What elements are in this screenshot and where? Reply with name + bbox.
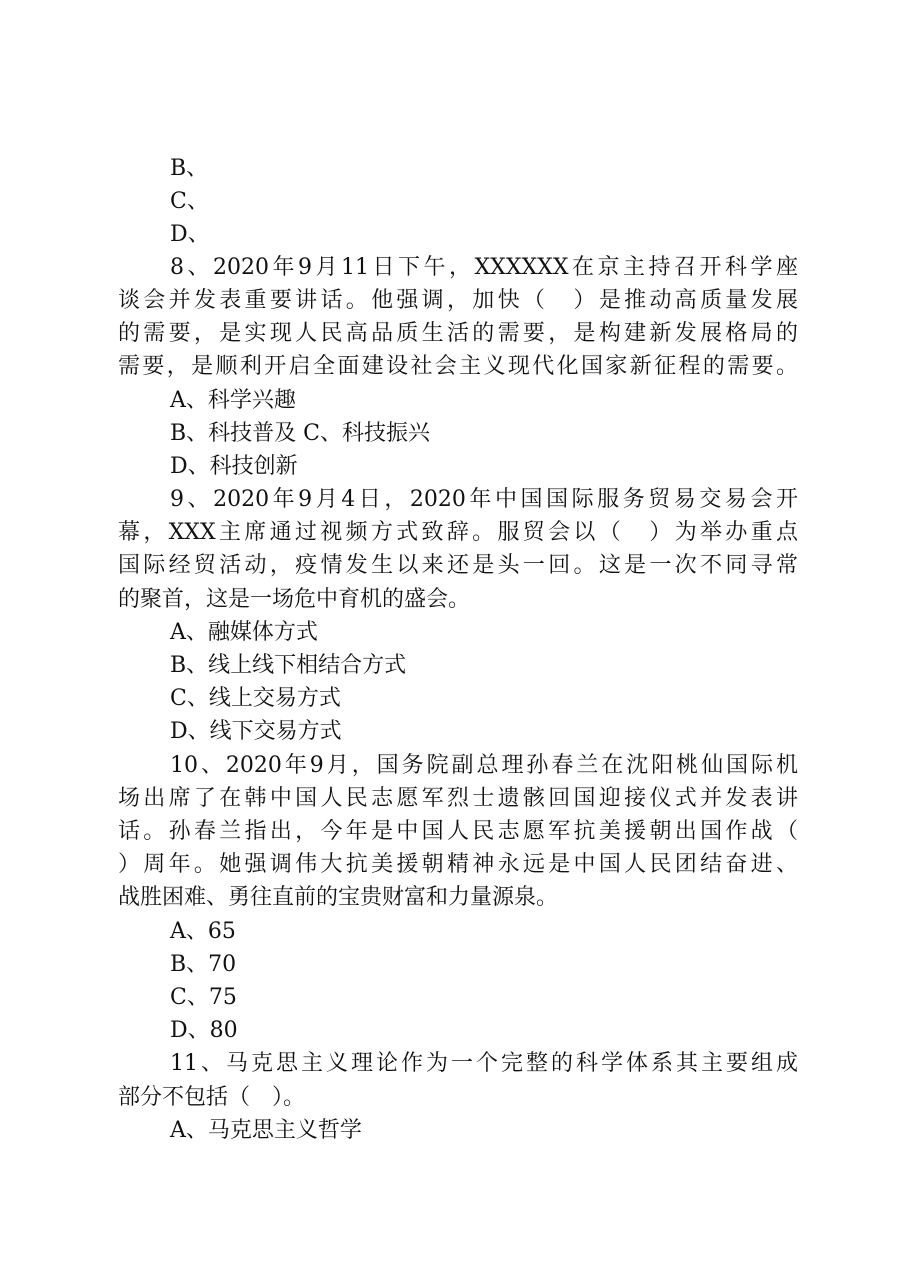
q9-option-d: D、线下交易方式: [170, 719, 342, 744]
q11-text-line: 11、马克思主义理论作为一个完整的科学体系其主要组成: [170, 1051, 798, 1076]
option-c: C、: [170, 189, 209, 214]
q10-option-d: D、80: [170, 1018, 238, 1043]
q9-text-line: 9、2020年9月4日，2020年中国国际服务贸易交易会开: [170, 487, 798, 512]
q9-text-line: 国际经贸活动，疫情发生以来还是头一回。这是一次不同寻常: [118, 553, 798, 578]
q8-option-a: A、科学兴趣: [170, 388, 296, 413]
option-b: B、: [170, 156, 209, 181]
q8-text-line: 8、2020年9月11日下午，XXXXXX在京主持召开科学座: [170, 255, 798, 280]
q10-text-line: 10、2020年9月，国务院副总理孙春兰在沈阳桃仙国际机: [170, 753, 798, 778]
q10-option-a: A、65: [170, 919, 236, 944]
q9-option-a: A、融媒体方式: [170, 620, 318, 645]
q8-text-line: 需要，是顺利开启全面建设社会主义现代化国家新征程的需要。: [118, 354, 798, 379]
q10-text-line: 战胜困难、勇往直前的宝贵财富和力量源泉。: [118, 885, 559, 910]
q11-option-a: A、马克思主义哲学: [170, 1118, 362, 1143]
q10-option-b: B、70: [170, 952, 237, 977]
q9-text-line: 幕，XXX主席通过视频方式致辞。服贸会以（ ）为举办重点: [118, 520, 798, 545]
q10-option-c: C、75: [170, 985, 237, 1010]
q8-option-d: D、科技创新: [170, 454, 298, 479]
q9-option-c: C、线上交易方式: [170, 686, 341, 711]
option-d: D、: [170, 222, 210, 247]
q10-text-line: 场出席了在韩中国人民志愿军烈士遗骸回国迎接仪式并发表讲: [118, 786, 798, 811]
q10-text-line: 话。孙春兰指出，今年是中国人民志愿军抗美援朝出国作战（: [118, 819, 798, 844]
q8-text-line: 的需要，是实现人民高品质生活的需要，是构建新发展格局的: [118, 321, 798, 346]
q8-text-line: 谈会并发表重要讲话。他强调，加快（ ）是推动高质量发展: [118, 288, 798, 313]
q8-option-b-c: B、科技普及 C、科技振兴: [170, 421, 430, 446]
q10-text-line: ）周年。她强调伟大抗美援朝精神永远是中国人民团结奋进、: [118, 852, 798, 877]
q9-option-b: B、线上线下相结合方式: [170, 653, 407, 678]
q11-text-line: 部分不包括（ ）。: [118, 1085, 306, 1110]
q9-text-line: 的聚首，这是一场危中育机的盛会。: [118, 587, 471, 612]
